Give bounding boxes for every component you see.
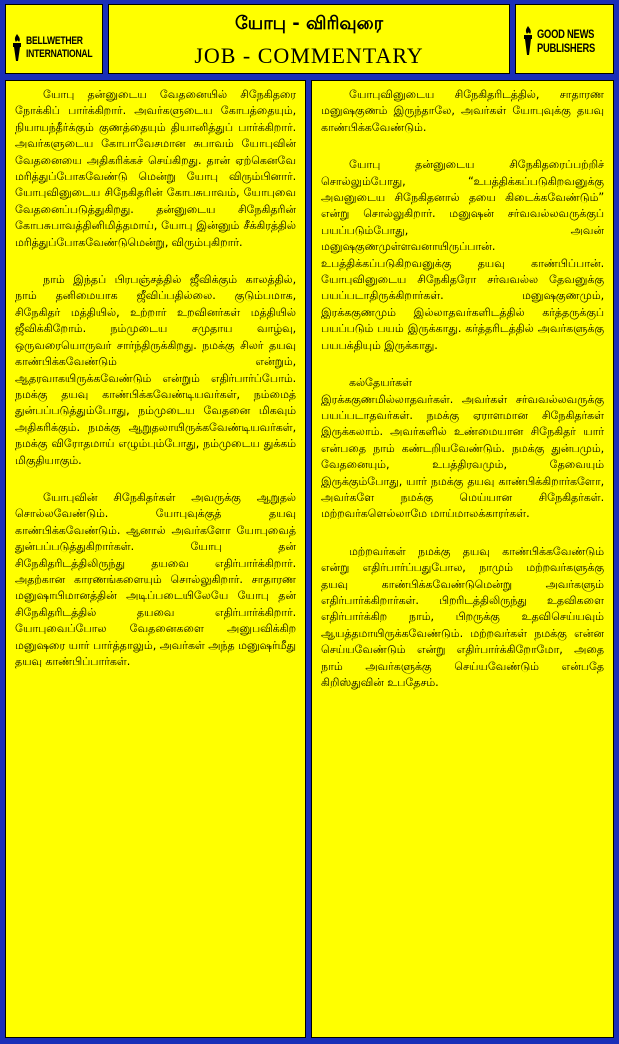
title-banner xyxy=(108,4,510,74)
logo-right-line2: PUBLISHERS xyxy=(537,41,596,55)
page-title-english: JOB - COMMENTARY xyxy=(194,43,424,68)
paragraph: நாம் இந்தப் பிரபஞ்சத்தில் ஜீவிக்கும் காலத்தில், நாம் தனிமையாக ஜீவிப்பதில்லை. குடும்பமாக, சிநேகிதர் மத்தியில், உற்றார் உறவினர்கள் மத்தியில் ஜீவிக்கிறோம். நம்முடைய சமுதாய வாழ்வு, ஒருவரையொருவர் சார்ந்திருக்கிறது. நமக்கு சிலர் தயவு காண்பிக்கவேண்டும் என்றும், ஆதரவாகயிருக்கவேண்டும் என்றும் எதிர்பார்ப்போம். நமக்கு தயவு காண்பிக்கவேண்டியவர்கள், நம்மைத் துன்பப்படுத்தும்போது, நம்முடைய வேதனை மிகவும் அதிகரிக்கும். நமக்கு ஆறுதலாயிருக்கவேண்டியவர்கள், நமக்கு விரோதமாய் எழும்பும்போது, நம்முடைய துக்கம் மிகுதியாகும். xyxy=(15,273,296,467)
good-news-logo xyxy=(515,4,614,74)
bellwether-logo xyxy=(5,4,103,74)
page-title-tamil: யோபு - விரிவுரை xyxy=(234,13,383,34)
commentary-column-right xyxy=(311,80,614,1038)
logo-left-line2: INTERNATIONAL xyxy=(26,48,93,60)
torch-icon xyxy=(10,33,24,63)
logo-left-line1: BELLWETHER xyxy=(26,35,83,47)
paragraph: யோபுவின் சிநேகிதர்கள் அவருக்கு ஆறுதல் சொல்லவேண்டும். யோபுவுக்குத் தயவு காண்பிக்கவேண்டும். ஆனால் அவர்களோ யோபுவைத் துன்பப்படுத்துகிறார்கள். யோபு தன் சிநேகிதரிடத்திலிருந்து தயவை எதிர்பார்க்கிறார். அதற்கான காரணங்களையும் சொல்லுகிறார். சாதாரண மனுஷாபிமானத்தின் அடிப்படையிலேயே யோபு தன் சிநேகிதரிடத்தில் தயவை எதிர்பார்க்கிறார். யோபுவைப்போல வேதனைகளை அனுபவிக்கிற மனுஷரை யார் பார்த்தாலும், அவர்கள் அந்த மனுஷர்மீது தயவு காண்பிப்பார்கள். xyxy=(15,490,296,668)
paragraph: இரக்ககுணமில்லாதவர்கள். அவர்கள் சர்வவல்லவருக்கு பயப்படாதவர்கள். நமக்கு ஏராளமான சிநேகிதர்கள் இருக்கலாம். அவர்களில் உண்மையான சிநேகிதர் யார் என்பதை நாம் கண்டறியவேண்டும். நமக்கு துன்பமும், வேதனையும், உபத்திரவமும், தேவையும் இருக்கும்போது, யார் நமக்கு தயவு காண்பிக்கிறார்களோ, அவர்களே நமக்கு மெய்யான சிநேகிதர்கள். மற்றவர்களெல்லாமே மாய்மாலக்காரர்கள். xyxy=(321,392,604,521)
paragraph: யோபு தன்னுடைய சிநேகிதரைப்பற்றிச் சொல்லும்போது, “உபத்திக்கப்படுகிறவனுக்கு அவனுடைய சிநேகிதனால் தயை கிடைக்கவேண்டும்” என்று சொல்லுகிறார். மனுஷன் சர்வவல்லவருக்குப் பயப்படும்போது, அவன் மனுஷகுணமுள்ளவனாயிருப்பான். உபத்திக்கப்படுகிறவனுக்கு தயவு காண்பிப்பான். யோபுவினுடைய சிநேகிதரோ சர்வவல்ல தேவனுக்கு பயப்படாதிருக்கிறார்கள். மனுஷகுணமும், இரக்ககுணமும் இல்லாதவர்களிடத்தில் கர்த்தருக்குப் பயப்படும் பயம் இருக்காது. கர்த்தரிடத்தில் அவர்களுக்கு பயபக்தியும் இருக்காது. xyxy=(321,158,604,352)
paragraph-lead: கல்தேயர்கள் xyxy=(349,376,412,390)
paragraph: மற்றவர்கள் நமக்கு தயவு காண்பிக்கவேண்டும் என்று எதிர்பார்ப்பதுபோல, நாமும் மற்றவர்களுக்கு தயவு காண்பிக்கவேண்டுமென்று அவர்களும் எதிர்பார்க்கிறார்கள். பிறரிடத்திலிருந்து உதவிகளை எதிர்பார்க்கிற நாம், பிறருக்கு உதவிசெய்யவும் ஆயத்தமாயிருக்கவேண்டும். மற்றவர்கள் நமக்கு என்ன செய்யவேண்டும் என்று எதிர்பார்க்கிறோமோ, அதை நாம் அவர்களுக்கு செய்யவேண்டும் என்பதே கிறிஸ்துவின் உபதேசம். xyxy=(321,544,604,689)
commentary-column-left xyxy=(5,80,306,1038)
logo-right-line1: GOOD NEWS xyxy=(537,27,595,41)
torch-icon xyxy=(521,25,535,57)
paragraph: யோபு தன்னுடைய வேதனையில் சிநேகிதரை நோக்கிப் பார்க்கிறார். அவர்களுடைய கோபத்தையும், நியாயந்தீர்க்கும் குணத்தையும் தியானித்துப் பார்க்கிறார். அவர்களுடைய கோபாவேசமான சுபாவம் யோபுவின் வேதனையை அதிகரிக்கச் செய்கிறது. தான் ஏற்கெனவே மரித்துப்போகவேண்டு மென்று யோபு விரும்பினார். யோபுவினுடைய சிநேகிதரின் கோபசுபாவம், யோபுவை வேதனைப்படுத்துகிறது. தன்னுடைய சிநேகிதரின் கோபசுபாவத்தினிமித்தமாய், யோபு இன்னும் சீக்கிரத்தில் மரித்துப்போகவேண்டுமென்று, விரும்புகிறார். xyxy=(15,88,296,249)
paragraph: யோபுவினுடைய சிநேகிதரிடத்தில், சாதாரண மனுஷகுணம் இருந்தாலே, அவர்கள் யோபுவுக்கு தயவு காண்பிக்கவேண்டும். xyxy=(321,88,604,134)
